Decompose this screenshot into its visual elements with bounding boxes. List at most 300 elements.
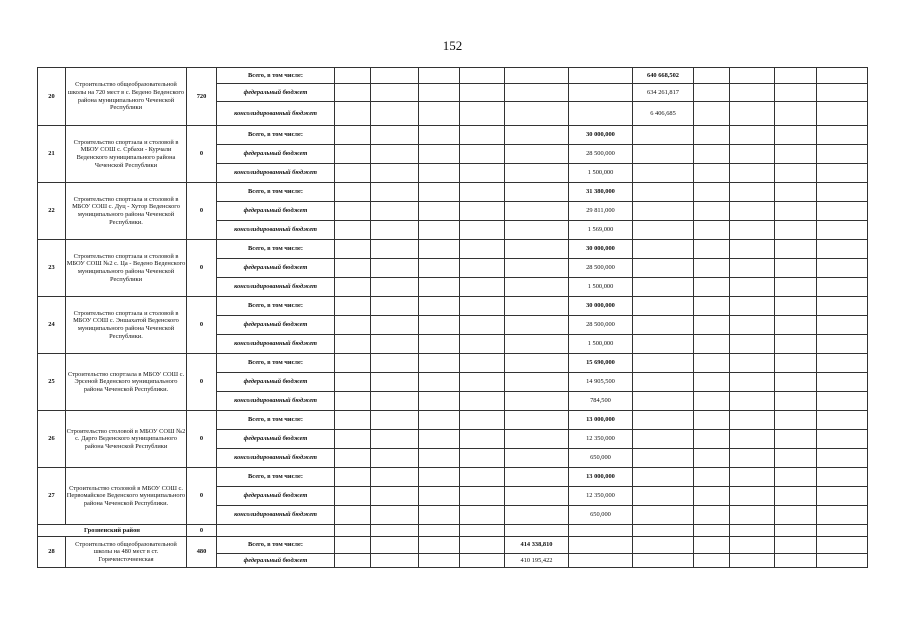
empty-cell xyxy=(817,525,868,537)
region-value: 0 xyxy=(187,525,217,537)
amount-consolidated: 784,500 xyxy=(569,392,633,411)
empty-cell xyxy=(730,373,775,392)
funding-source-label: консолидированный бюджет xyxy=(217,164,335,183)
empty-cell xyxy=(335,487,371,506)
empty-cell xyxy=(730,354,775,373)
empty-cell xyxy=(505,102,569,126)
empty-cell xyxy=(460,297,505,316)
empty-cell xyxy=(694,68,730,84)
empty-cell xyxy=(730,68,775,84)
table-row xyxy=(38,468,868,487)
empty-cell xyxy=(730,316,775,335)
empty-cell xyxy=(817,68,868,84)
empty-cell xyxy=(694,411,730,430)
empty-cell xyxy=(694,278,730,297)
region-name: Грозненский район xyxy=(38,525,187,537)
empty-cell xyxy=(730,554,775,568)
amount-total: 30 000,000 xyxy=(569,240,633,259)
empty-cell xyxy=(419,373,460,392)
row-number: 26 xyxy=(38,411,66,468)
funding-source-label: федеральный бюджет xyxy=(217,202,335,221)
empty-cell xyxy=(730,468,775,487)
row-number: 20 xyxy=(38,68,66,126)
row-number: 21 xyxy=(38,126,66,183)
capacity: 0 xyxy=(187,411,217,468)
empty-cell xyxy=(419,183,460,202)
empty-cell xyxy=(505,468,569,487)
empty-cell xyxy=(817,259,868,278)
empty-cell xyxy=(335,449,371,468)
empty-cell xyxy=(730,240,775,259)
empty-cell xyxy=(335,468,371,487)
empty-cell xyxy=(335,145,371,164)
empty-cell xyxy=(460,164,505,183)
empty-cell xyxy=(730,335,775,354)
amount-total: 13 000,000 xyxy=(569,468,633,487)
empty-cell xyxy=(775,126,817,145)
empty-cell xyxy=(505,183,569,202)
empty-cell xyxy=(371,468,419,487)
empty-cell xyxy=(817,430,868,449)
empty-cell xyxy=(505,297,569,316)
funding-source-label: консолидированный бюджет xyxy=(217,278,335,297)
empty-cell xyxy=(371,537,419,554)
empty-cell xyxy=(775,354,817,373)
empty-cell xyxy=(371,145,419,164)
empty-cell xyxy=(371,183,419,202)
empty-cell xyxy=(633,525,694,537)
empty-cell xyxy=(775,240,817,259)
empty-cell xyxy=(371,487,419,506)
empty-cell xyxy=(775,278,817,297)
empty-cell xyxy=(633,392,694,411)
empty-cell xyxy=(817,554,868,568)
empty-cell xyxy=(505,335,569,354)
empty-cell xyxy=(730,145,775,164)
empty-cell xyxy=(694,297,730,316)
empty-cell xyxy=(460,468,505,487)
empty-cell xyxy=(633,335,694,354)
empty-cell xyxy=(775,145,817,164)
empty-cell xyxy=(505,84,569,102)
empty-cell xyxy=(694,392,730,411)
empty-cell xyxy=(460,411,505,430)
empty-cell xyxy=(775,335,817,354)
empty-cell xyxy=(335,164,371,183)
empty-cell xyxy=(817,297,868,316)
table-row xyxy=(38,354,868,373)
empty-cell xyxy=(460,316,505,335)
empty-cell xyxy=(817,316,868,335)
table-row xyxy=(38,68,868,84)
empty-cell xyxy=(730,537,775,554)
empty-cell xyxy=(633,183,694,202)
funding-source-label: Всего, в том числе: xyxy=(217,240,335,259)
empty-cell xyxy=(335,259,371,278)
empty-cell xyxy=(505,164,569,183)
empty-cell xyxy=(633,202,694,221)
empty-cell xyxy=(775,102,817,126)
empty-cell xyxy=(419,240,460,259)
empty-cell xyxy=(694,430,730,449)
empty-cell xyxy=(335,126,371,145)
empty-cell xyxy=(694,487,730,506)
empty-cell xyxy=(817,183,868,202)
capacity: 0 xyxy=(187,354,217,411)
funding-source-label: федеральный бюджет xyxy=(217,259,335,278)
empty-cell xyxy=(505,145,569,164)
empty-cell xyxy=(419,84,460,102)
empty-cell xyxy=(633,373,694,392)
funding-source-label: федеральный бюджет xyxy=(217,554,335,568)
empty-cell xyxy=(419,164,460,183)
empty-cell xyxy=(817,84,868,102)
funding-source-label: консолидированный бюджет xyxy=(217,335,335,354)
empty-cell xyxy=(419,537,460,554)
empty-cell xyxy=(817,221,868,240)
amount-federal: 12 350,000 xyxy=(569,430,633,449)
funding-source-label: федеральный бюджет xyxy=(217,84,335,102)
amount-consolidated: 6 406,685 xyxy=(633,102,694,126)
empty-cell xyxy=(730,164,775,183)
empty-cell xyxy=(730,449,775,468)
project-description: Строительство спортзала и столовой в МБОУ СОШ с. Эншахатой Веденского муниципального района Чеченской Республики. xyxy=(66,297,187,354)
empty-cell xyxy=(569,537,633,554)
empty-cell xyxy=(817,335,868,354)
empty-cell xyxy=(335,373,371,392)
empty-cell xyxy=(694,554,730,568)
amount-consolidated: 1 569,000 xyxy=(569,221,633,240)
empty-cell xyxy=(460,335,505,354)
project-description: Строительство общеобразовательной школы на 720 мест в с. Ведено Веденского района муниципального Чеченской Республики xyxy=(66,68,187,126)
empty-cell xyxy=(505,221,569,240)
empty-cell xyxy=(817,537,868,554)
row-number: 22 xyxy=(38,183,66,240)
capacity: 0 xyxy=(187,183,217,240)
empty-cell xyxy=(775,316,817,335)
funding-source-label: Всего, в том числе: xyxy=(217,537,335,554)
empty-cell xyxy=(694,183,730,202)
row-number: 28 xyxy=(38,537,66,568)
funding-source-label: консолидированный бюджет xyxy=(217,506,335,525)
empty-cell xyxy=(775,449,817,468)
empty-cell xyxy=(694,164,730,183)
empty-cell xyxy=(775,554,817,568)
empty-cell xyxy=(505,126,569,145)
empty-cell xyxy=(460,506,505,525)
empty-cell xyxy=(730,221,775,240)
empty-cell xyxy=(419,297,460,316)
empty-cell xyxy=(371,278,419,297)
empty-cell xyxy=(775,259,817,278)
empty-cell xyxy=(419,554,460,568)
empty-cell xyxy=(371,354,419,373)
empty-cell xyxy=(775,68,817,84)
empty-cell xyxy=(460,102,505,126)
empty-cell xyxy=(335,183,371,202)
budget-table xyxy=(37,67,868,568)
amount-federal: 12 350,000 xyxy=(569,487,633,506)
empty-cell xyxy=(775,430,817,449)
empty-cell xyxy=(217,525,335,537)
empty-cell xyxy=(335,525,371,537)
empty-cell xyxy=(335,354,371,373)
page-number: 152 xyxy=(442,38,463,53)
empty-cell xyxy=(569,84,633,102)
empty-cell xyxy=(371,392,419,411)
empty-cell xyxy=(460,183,505,202)
empty-cell xyxy=(371,506,419,525)
empty-cell xyxy=(371,449,419,468)
amount-total: 30 000,000 xyxy=(569,297,633,316)
project-description: Строительство общеобразовательной школы на 480 мест в ст. Горячеисточненская xyxy=(66,537,187,568)
empty-cell xyxy=(817,126,868,145)
empty-cell xyxy=(817,164,868,183)
empty-cell xyxy=(694,240,730,259)
empty-cell xyxy=(419,278,460,297)
empty-cell xyxy=(505,392,569,411)
empty-cell xyxy=(505,278,569,297)
empty-cell xyxy=(775,487,817,506)
empty-cell xyxy=(694,126,730,145)
empty-cell xyxy=(371,316,419,335)
row-number: 23 xyxy=(38,240,66,297)
empty-cell xyxy=(633,316,694,335)
table-row xyxy=(38,525,868,537)
empty-cell xyxy=(817,145,868,164)
empty-cell xyxy=(633,554,694,568)
empty-cell xyxy=(694,506,730,525)
empty-cell xyxy=(730,430,775,449)
empty-cell xyxy=(730,102,775,126)
empty-cell xyxy=(335,554,371,568)
empty-cell xyxy=(633,145,694,164)
amount-total: 31 380,000 xyxy=(569,183,633,202)
empty-cell xyxy=(694,449,730,468)
amount-consolidated: 1 500,000 xyxy=(569,335,633,354)
empty-cell xyxy=(335,68,371,84)
empty-cell xyxy=(633,221,694,240)
empty-cell xyxy=(419,259,460,278)
empty-cell xyxy=(817,240,868,259)
empty-cell xyxy=(460,373,505,392)
capacity: 0 xyxy=(187,297,217,354)
empty-cell xyxy=(419,449,460,468)
funding-source-label: Всего, в том числе: xyxy=(217,411,335,430)
empty-cell xyxy=(817,487,868,506)
empty-cell xyxy=(633,354,694,373)
empty-cell xyxy=(335,278,371,297)
funding-source-label: Всего, в том числе: xyxy=(217,468,335,487)
amount-federal: 14 905,500 xyxy=(569,373,633,392)
amount-total: 640 668,502 xyxy=(633,68,694,84)
empty-cell xyxy=(505,259,569,278)
empty-cell xyxy=(694,221,730,240)
amount-federal: 29 811,000 xyxy=(569,202,633,221)
empty-cell xyxy=(335,221,371,240)
empty-cell xyxy=(505,373,569,392)
empty-cell xyxy=(460,145,505,164)
empty-cell xyxy=(694,468,730,487)
empty-cell xyxy=(419,221,460,240)
project-description: Строительство столовой в МБОУ СОШ №2 с. Дарго Веденского муниципального района Чеченской Республики xyxy=(66,411,187,468)
empty-cell xyxy=(775,297,817,316)
empty-cell xyxy=(419,506,460,525)
empty-cell xyxy=(371,411,419,430)
empty-cell xyxy=(775,84,817,102)
empty-cell xyxy=(730,411,775,430)
empty-cell xyxy=(371,221,419,240)
empty-cell xyxy=(335,335,371,354)
table-row xyxy=(38,411,868,430)
empty-cell xyxy=(371,126,419,145)
empty-cell xyxy=(371,240,419,259)
empty-cell xyxy=(569,102,633,126)
empty-cell xyxy=(460,84,505,102)
empty-cell xyxy=(569,554,633,568)
empty-cell xyxy=(419,126,460,145)
empty-cell xyxy=(505,506,569,525)
project-description: Строительство спортзала и столовой в МБОУ СОШ с. Србахи - Курчали Веденского муниципального района Чеченской Республики xyxy=(66,126,187,183)
capacity: 0 xyxy=(187,240,217,297)
empty-cell xyxy=(460,554,505,568)
empty-cell xyxy=(633,537,694,554)
empty-cell xyxy=(633,278,694,297)
empty-cell xyxy=(775,183,817,202)
empty-cell xyxy=(505,430,569,449)
empty-cell xyxy=(460,259,505,278)
empty-cell xyxy=(460,430,505,449)
empty-cell xyxy=(633,449,694,468)
empty-cell xyxy=(460,392,505,411)
capacity: 0 xyxy=(187,468,217,525)
empty-cell xyxy=(419,335,460,354)
empty-cell xyxy=(775,537,817,554)
empty-cell xyxy=(419,468,460,487)
empty-cell xyxy=(371,373,419,392)
empty-cell xyxy=(633,468,694,487)
empty-cell xyxy=(419,202,460,221)
empty-cell xyxy=(419,354,460,373)
empty-cell xyxy=(694,316,730,335)
empty-cell xyxy=(371,554,419,568)
empty-cell xyxy=(569,68,633,84)
amount-consolidated: 650,000 xyxy=(569,506,633,525)
empty-cell xyxy=(730,506,775,525)
empty-cell xyxy=(694,373,730,392)
amount-federal: 28 500,000 xyxy=(569,316,633,335)
empty-cell xyxy=(460,202,505,221)
empty-cell xyxy=(505,449,569,468)
empty-cell xyxy=(335,537,371,554)
empty-cell xyxy=(817,506,868,525)
empty-cell xyxy=(694,354,730,373)
project-description: Строительство столовой в МБОУ СОШ с. Первомайское Веденского муниципального района Чеченской Республики. xyxy=(66,468,187,525)
project-description: Строительство спортзала и столовой в МБОУ СОШ с. Дуц - Хутор Веденского муниципального района Чеченской Республики. xyxy=(66,183,187,240)
empty-cell xyxy=(371,102,419,126)
empty-cell xyxy=(335,411,371,430)
empty-cell xyxy=(775,411,817,430)
amount-federal: 28 500,000 xyxy=(569,145,633,164)
capacity: 0 xyxy=(187,126,217,183)
empty-cell xyxy=(460,221,505,240)
empty-cell xyxy=(419,525,460,537)
empty-cell xyxy=(371,84,419,102)
funding-source-label: федеральный бюджет xyxy=(217,373,335,392)
empty-cell xyxy=(730,278,775,297)
funding-source-label: Всего, в том числе: xyxy=(217,354,335,373)
table-row xyxy=(38,183,868,202)
table-row xyxy=(38,537,868,554)
funding-source-label: Всего, в том числе: xyxy=(217,68,335,84)
capacity: 480 xyxy=(187,537,217,568)
empty-cell xyxy=(505,68,569,84)
empty-cell xyxy=(730,183,775,202)
row-number: 24 xyxy=(38,297,66,354)
empty-cell xyxy=(335,430,371,449)
empty-cell xyxy=(419,411,460,430)
empty-cell xyxy=(775,392,817,411)
empty-cell xyxy=(371,164,419,183)
funding-source-label: Всего, в том числе: xyxy=(217,126,335,145)
budget-table-body xyxy=(38,68,868,568)
empty-cell xyxy=(730,259,775,278)
amount-total: 30 000,000 xyxy=(569,126,633,145)
empty-cell xyxy=(460,240,505,259)
table-row xyxy=(38,126,868,145)
empty-cell xyxy=(775,202,817,221)
table-row xyxy=(38,240,868,259)
amount-total: 414 338,810 xyxy=(505,537,569,554)
table-row xyxy=(38,297,868,316)
empty-cell xyxy=(460,487,505,506)
empty-cell xyxy=(775,506,817,525)
amount-consolidated: 1 500,000 xyxy=(569,278,633,297)
empty-cell xyxy=(419,487,460,506)
amount-total: 15 690,000 xyxy=(569,354,633,373)
empty-cell xyxy=(633,259,694,278)
empty-cell xyxy=(817,449,868,468)
empty-cell xyxy=(694,145,730,164)
empty-cell xyxy=(419,102,460,126)
empty-cell xyxy=(419,430,460,449)
amount-consolidated: 650,000 xyxy=(569,449,633,468)
empty-cell xyxy=(460,537,505,554)
empty-cell xyxy=(775,525,817,537)
empty-cell xyxy=(633,411,694,430)
funding-source-label: Всего, в том числе: xyxy=(217,183,335,202)
empty-cell xyxy=(730,525,775,537)
empty-cell xyxy=(371,68,419,84)
funding-source-label: консолидированный бюджет xyxy=(217,221,335,240)
empty-cell xyxy=(817,102,868,126)
amount-federal: 634 261,817 xyxy=(633,84,694,102)
empty-cell xyxy=(335,316,371,335)
empty-cell xyxy=(817,278,868,297)
amount-federal: 28 500,000 xyxy=(569,259,633,278)
amount-consolidated: 1 500,000 xyxy=(569,164,633,183)
empty-cell xyxy=(694,102,730,126)
empty-cell xyxy=(371,335,419,354)
funding-source-label: федеральный бюджет xyxy=(217,145,335,164)
empty-cell xyxy=(505,240,569,259)
empty-cell xyxy=(371,297,419,316)
empty-cell xyxy=(817,411,868,430)
empty-cell xyxy=(775,164,817,183)
empty-cell xyxy=(335,102,371,126)
empty-cell xyxy=(694,202,730,221)
empty-cell xyxy=(775,373,817,392)
